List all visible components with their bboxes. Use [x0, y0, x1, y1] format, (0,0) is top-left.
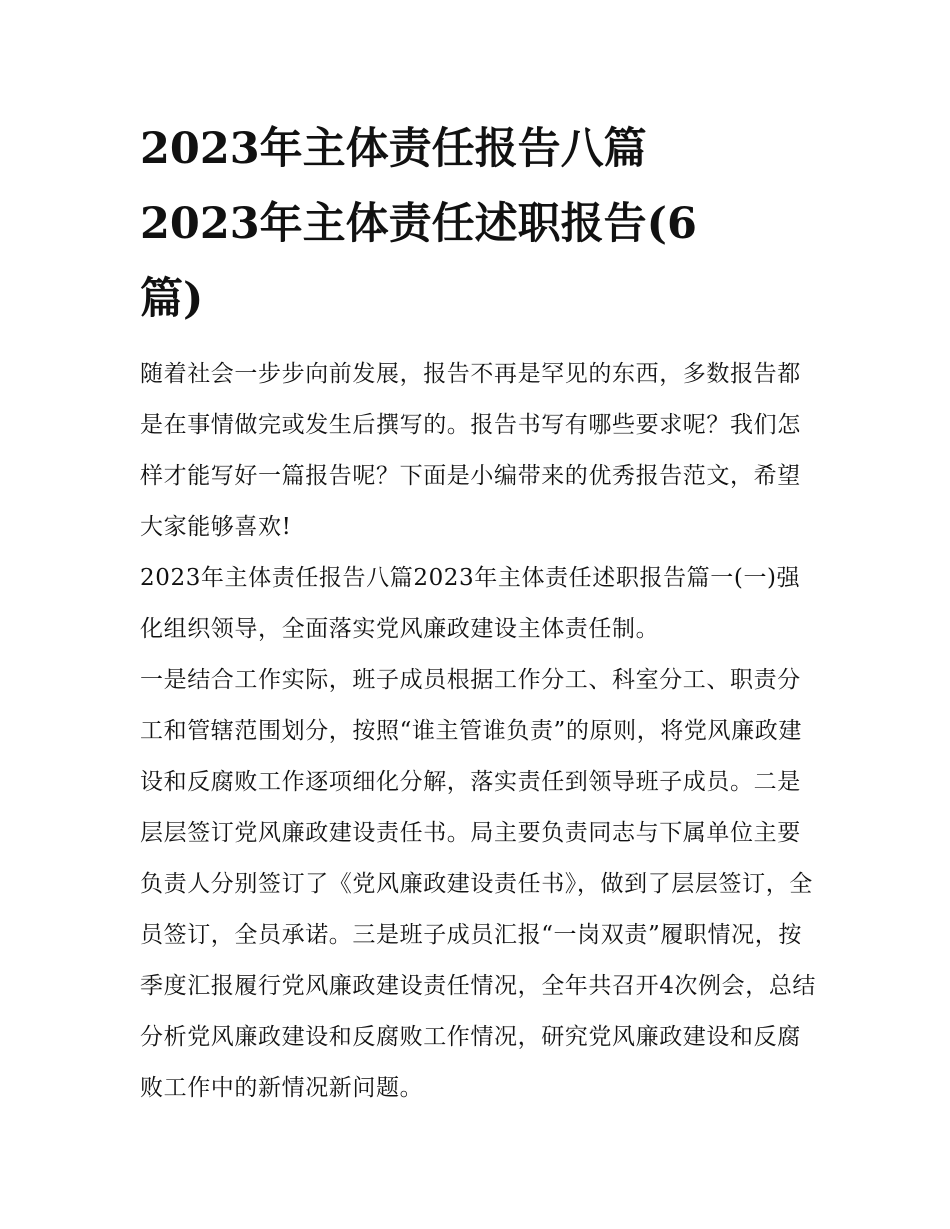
document-page: [140, 112, 820, 1114]
section-heading-paragraph: 2023年主体责任报告八篇2023年主体责任述职报告篇一(一)强化组织领导，全面落实党风廉政建设主体责任制。: [140, 565, 801, 642]
document-title: [140, 112, 820, 337]
intro-paragraph: 随着社会一步步向前发展，报告不再是罕见的东西，多数报告都是在事情做完或发生后撰写的。报告书写有哪些要求呢？我们怎样才能写好一篇报告呢？下面是小编带来的优秀报告范文，希望大家能够喜欢!: [140, 361, 801, 540]
title-line-2: 2023年主体责任述职报告(6: [140, 199, 697, 249]
body-paragraph: 一是结合工作实际，班子成员根据工作分工、科室分工、职责分工和管辖范围划分，按照“谁主管谁负责”的原则，将党风廉政建设和反腐败工作逐项细化分解，落实责任到领导班子成员。二是层层签订党风廉政建设责任书。局主要负责同志与下属单位主要负责人分别签订了《党风廉政建设责任书》，做到了层层签订，全员签订，全员承诺。三是班子成员汇报“一岗双责”履职情况，按季度汇报履行党风廉政建设责任情况，全年共召开4次例会，总结分析党风廉政建设和反腐败工作情况，研究党风廉政建设和反腐败工作中的新情况新问题。: [140, 667, 817, 1101]
title-line-1: 2023年主体责任报告八篇: [140, 124, 647, 174]
title-line-3: 篇): [140, 274, 204, 324]
